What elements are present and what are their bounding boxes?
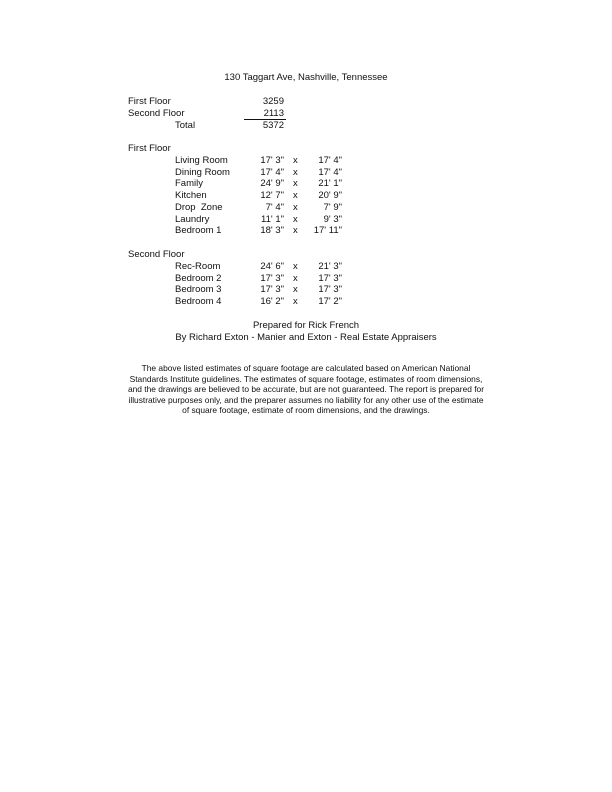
- prepared-by: By Richard Exton - Manier and Exton - Real Estate Appraisers: [175, 332, 437, 343]
- room-name: Dining Room: [175, 166, 230, 178]
- summary-second-floor-label: Second Floor: [128, 108, 185, 119]
- room-name: Bedroom 2: [175, 272, 222, 284]
- room-dimension-width: 24' 6": [260, 261, 284, 272]
- room-dimension-width: 17' 3": [260, 272, 284, 284]
- room-dimension-separator: x: [293, 213, 298, 225]
- second-floor-heading: Second Floor: [128, 249, 185, 260]
- room-dimension-length: 17' 4": [318, 166, 342, 178]
- room-dimension-separator: x: [293, 284, 298, 296]
- room-dimension-width: 17' 4": [260, 166, 284, 178]
- room-dimension-width: 24' 9": [260, 178, 284, 190]
- room-dimension-length: 21' 1": [318, 178, 342, 190]
- room-dimension-separator: x: [293, 178, 298, 190]
- room-dimension-separator: x: [293, 296, 298, 308]
- room-name: Rec-Room: [175, 261, 221, 272]
- room-dimension-width: 17' 3": [260, 284, 284, 296]
- first-floor-heading: First Floor: [128, 143, 171, 154]
- summary-first-floor-label: First Floor: [128, 96, 171, 107]
- room-dimension-width: 12' 7": [260, 190, 284, 202]
- room-name: Bedroom 4: [175, 296, 222, 308]
- room-dimension-length: 17' 4": [318, 155, 342, 166]
- room-dimension-separator: x: [293, 201, 298, 213]
- room-dimension-width: 7' 4": [265, 201, 284, 213]
- room-dimension-separator: x: [293, 272, 298, 284]
- room-name: Drop Zone: [175, 201, 223, 213]
- summary-total-value: 5372: [262, 120, 284, 131]
- room-name: Laundry: [175, 213, 210, 225]
- room-name: Bedroom 3: [175, 284, 222, 296]
- room-name: Bedroom 1: [175, 225, 222, 237]
- room-dimension-separator: x: [293, 155, 298, 166]
- room-name: Family: [175, 178, 203, 190]
- room-name: Living Room: [175, 155, 228, 166]
- room-dimension-length: 17' 3": [318, 272, 342, 284]
- room-dimension-separator: x: [293, 190, 298, 202]
- page-title: 130 Taggart Ave, Nashville, Tennessee: [224, 72, 388, 83]
- summary-first-floor-value: 3259: [262, 96, 284, 107]
- room-dimension-length: 17' 3": [318, 284, 342, 296]
- summary-total-label: Total: [175, 120, 196, 131]
- room-dimension-width: 16' 2": [260, 296, 284, 308]
- room-dimension-separator: x: [293, 261, 298, 272]
- room-dimension-length: 17' 2": [318, 296, 342, 308]
- room-dimension-width: 11' 1": [261, 213, 284, 225]
- room-dimension-width: 17' 3": [260, 155, 284, 166]
- room-dimension-width: 18' 3": [260, 225, 284, 237]
- room-name: Kitchen: [175, 190, 207, 202]
- room-dimension-separator: x: [293, 225, 298, 237]
- room-dimension-length: 21' 3": [318, 261, 342, 272]
- room-dimension-length: 17' 11": [313, 225, 342, 237]
- room-dimension-separator: x: [293, 166, 298, 178]
- summary-second-floor-value: 2113: [263, 108, 284, 119]
- room-dimension-length: 9' 3": [323, 213, 342, 225]
- room-dimension-length: 20' 9": [318, 190, 342, 202]
- room-dimension-length: 7' 9": [323, 201, 342, 213]
- prepared-for: Prepared for Rick French: [252, 320, 360, 331]
- disclaimer-paragraph: The above listed estimates of square footage are calculated based on American National Standards Institute guidelines. The estimates of square footage, estimates of room dimensions, and the drawings are believed to be accurate, but are not guaranteed. The report is prepared for illustrative purposes only, and the preparer assumes no liability for any other use of the estimate of square footage, estimate of room dimensions, and the drawings.: [127, 363, 484, 415]
